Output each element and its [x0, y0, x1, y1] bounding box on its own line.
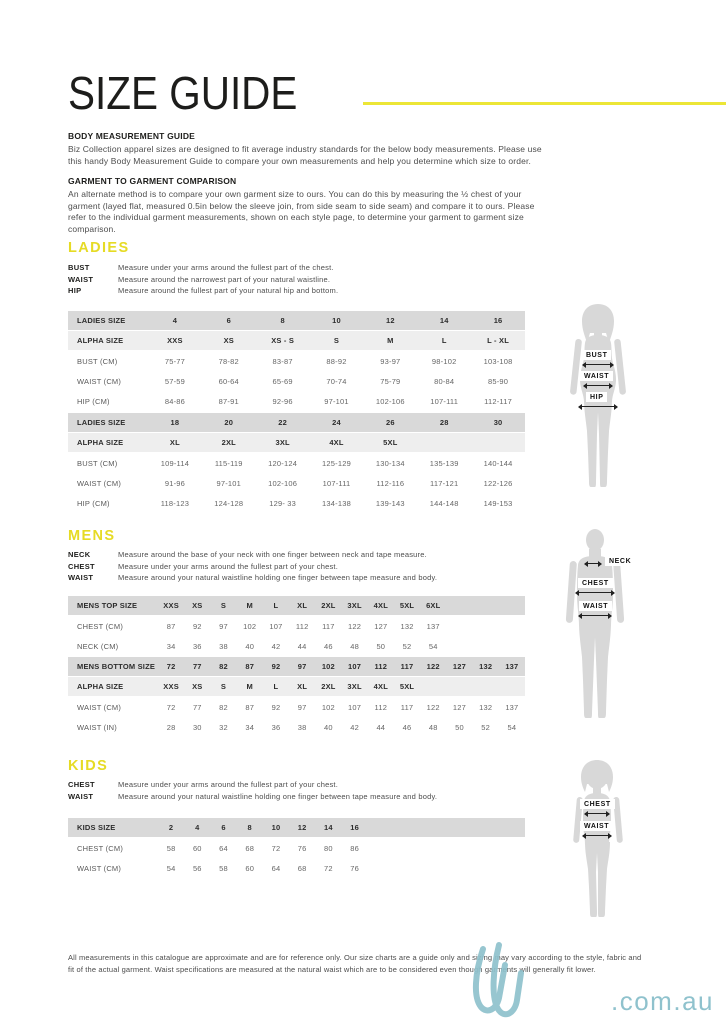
definition-description: Measure around your natural waistline holding one finger between tape measure and body. [118, 573, 438, 582]
value-cell: S [333, 336, 340, 345]
value-cell: 32 [219, 722, 228, 732]
value-cell: 64 [219, 843, 228, 853]
table-row [68, 818, 525, 838]
value-cell: 125-129 [322, 458, 351, 468]
value-cell: 5XL [383, 438, 398, 447]
value-cell: 4XL [373, 601, 388, 610]
value-cell: 44 [376, 722, 386, 732]
value-cell: 38 [219, 641, 228, 651]
value-cell: 46 [324, 641, 333, 651]
value-cell: 24 [332, 418, 341, 427]
chest-measure-label: CHEST [580, 799, 615, 809]
neck-measure-label: NECK [605, 556, 635, 566]
value-cell: 135-139 [429, 458, 459, 468]
definition-description: Measure under your arms around the fullest part of your chest. [118, 780, 339, 789]
table-row [68, 433, 525, 453]
value-cell: 127 [374, 621, 388, 631]
value-cell: 97 [297, 702, 307, 712]
value-cell: 82 [219, 662, 228, 671]
value-cell: 102-106 [375, 396, 405, 406]
value-cell: 52 [402, 641, 412, 651]
value-cell: S [220, 682, 227, 691]
hip-measure-label: HIP [586, 392, 607, 402]
accent-rule [363, 102, 726, 105]
value-cell: 122-126 [483, 478, 513, 488]
mens-top-size-table [68, 596, 525, 656]
value-cell: 93-97 [380, 356, 401, 366]
value-cell: 16 [493, 316, 503, 325]
row-label-cell: WAIST (IN) [77, 722, 117, 732]
value-cell: 87 [245, 702, 255, 712]
value-cell: 120-124 [268, 458, 298, 468]
value-cell: 28 [439, 418, 449, 427]
value-cell: 8 [280, 316, 285, 325]
definition-description: Measure around the narrowest part of your natural waistline. [118, 274, 331, 284]
brand-domain-text: .com.au [611, 986, 714, 1016]
kids-heading: KIDS [68, 758, 109, 774]
section-body: Biz Collection apparel sizes are designed to fit average industry standards for the below body measurements. Please use this handy Body Measurement Guide to compare your own measurements and help you determine which size to order. [68, 144, 542, 166]
ladies-size-table-1 [68, 311, 525, 411]
waist-arrow-icon [583, 835, 611, 836]
value-cell: 10 [332, 316, 341, 325]
waist-measure-label: WAIST [580, 371, 613, 381]
definition-description: Measure around your natural waistline holding one finger between tape measure and body. [118, 791, 438, 801]
value-cell: 54 [507, 722, 517, 732]
value-cell: 122 [426, 662, 440, 671]
value-cell: 112-116 [376, 478, 405, 488]
value-cell: XL [169, 438, 180, 447]
value-cell: 3XL [347, 601, 362, 610]
chest-measure-label: CHEST [578, 578, 613, 588]
value-cell: 83-87 [272, 356, 293, 366]
value-cell: 132 [479, 702, 493, 712]
value-cell: 52 [481, 722, 491, 732]
definition-term: BUST [68, 263, 90, 272]
value-cell: 129- 33 [269, 498, 297, 508]
value-cell: M [246, 601, 253, 610]
neck-arrow-icon [585, 563, 601, 564]
value-cell: 34 [166, 641, 176, 651]
value-cell: XXS [167, 336, 183, 345]
value-cell: 149-153 [483, 498, 513, 508]
value-cell: 77 [192, 702, 202, 712]
row-label-cell: LADIES SIZE [77, 316, 126, 325]
mens-definitions [68, 549, 548, 584]
value-cell: 75-79 [380, 376, 401, 386]
value-cell: 127 [452, 662, 467, 671]
value-cell: 117 [400, 702, 414, 712]
definition-term: WAIST [68, 274, 94, 284]
chest-arrow-icon [576, 592, 614, 593]
mens-heading: MENS [68, 528, 116, 544]
value-cell: 77 [192, 662, 202, 671]
value-cell: 5XL [399, 682, 415, 691]
male-silhouette-icon [558, 525, 634, 725]
value-cell: 40 [245, 641, 255, 651]
value-cell: XXS [163, 601, 179, 610]
value-cell: 92 [271, 662, 281, 671]
value-cell: 2 [168, 823, 174, 832]
value-cell: S [220, 601, 227, 610]
value-cell: 87 [245, 662, 255, 671]
value-cell: 132 [479, 662, 493, 671]
table-row [68, 331, 525, 351]
kids-size-table [68, 818, 525, 878]
waist-arrow-icon [579, 615, 611, 616]
definition-row [68, 779, 548, 791]
value-cell: 76 [297, 843, 307, 853]
value-cell: 107 [269, 621, 283, 631]
value-cell: 140-144 [483, 458, 513, 468]
table-row [68, 677, 525, 697]
table-row [68, 616, 525, 636]
table-row [68, 391, 525, 411]
value-cell: 80 [324, 843, 333, 853]
value-cell: 72 [166, 702, 176, 712]
value-cell: 6 [226, 316, 231, 325]
value-cell: 30 [192, 722, 202, 732]
ladies-figure [560, 302, 636, 497]
value-cell: 117 [322, 621, 335, 631]
value-cell: 107 [348, 702, 362, 712]
ladies-definitions [68, 262, 548, 297]
row-label-cell: NECK (CM) [77, 641, 119, 651]
value-cell: 65-69 [272, 376, 293, 386]
value-cell: 4XL [373, 682, 388, 691]
mens-figure [558, 525, 644, 730]
value-cell: 4 [172, 316, 178, 325]
value-cell: 50 [455, 722, 464, 732]
value-cell: 144-148 [429, 498, 459, 508]
row-label-cell: WAIST (CM) [77, 863, 122, 873]
value-cell: 18 [170, 418, 180, 427]
value-cell: 60 [245, 863, 255, 873]
value-cell: XL [297, 601, 308, 610]
value-cell: 98-102 [431, 356, 457, 366]
table-row [68, 371, 525, 391]
value-cell: 137 [505, 662, 519, 671]
value-cell: 112 [374, 662, 388, 671]
value-cell: 6XL [426, 601, 441, 610]
child-silhouette-icon [562, 757, 634, 923]
value-cell: XL [297, 682, 308, 691]
value-cell: 38 [297, 722, 307, 732]
value-cell: 117-121 [430, 478, 459, 488]
value-cell: 68 [297, 863, 307, 873]
value-cell: 107-111 [430, 396, 459, 406]
value-cell: 92 [271, 702, 281, 712]
value-cell: 50 [376, 641, 386, 651]
row-label-cell: WAIST (CM) [77, 376, 122, 386]
table-row [68, 493, 525, 513]
row-label-cell: HIP (CM) [77, 396, 110, 406]
value-cell: 54 [166, 863, 176, 873]
table-row [68, 717, 525, 737]
value-cell: 107 [348, 662, 362, 671]
value-cell: 36 [192, 641, 202, 651]
value-cell: 102 [321, 702, 335, 712]
value-cell: 40 [324, 722, 333, 732]
definition-row [68, 572, 548, 584]
table-row [68, 311, 525, 331]
value-cell: 48 [428, 722, 438, 732]
value-cell: 14 [324, 823, 333, 832]
definition-term: WAIST [68, 573, 94, 582]
value-cell: 26 [385, 418, 395, 427]
value-cell: 97-101 [216, 478, 242, 488]
value-cell: 58 [219, 863, 228, 873]
value-cell: 112 [374, 702, 388, 712]
value-cell: 60 [192, 843, 202, 853]
ladies-size-table-2 [68, 413, 525, 513]
value-cell: 46 [402, 722, 412, 732]
table-row [68, 596, 525, 616]
row-label-cell: WAIST (CM) [77, 702, 122, 712]
waist-measure-label: WAIST [580, 821, 613, 831]
value-cell: 76 [350, 863, 359, 873]
value-cell: 75-77 [164, 356, 186, 366]
value-cell: 137 [505, 702, 519, 712]
value-cell: 70-74 [326, 376, 347, 386]
row-label-cell: BUST (CM) [77, 458, 118, 468]
page-title: SIZE GUIDE [68, 67, 298, 119]
value-cell: 20 [224, 418, 234, 427]
definition-term: NECK [68, 550, 91, 559]
table-row [68, 657, 525, 677]
value-cell: 97 [219, 621, 228, 631]
table-row [68, 453, 525, 473]
chest-arrow-icon [585, 813, 609, 814]
value-cell: 132 [400, 621, 414, 631]
value-cell: 91-96 [164, 478, 186, 488]
bust-arrow-icon [583, 364, 613, 365]
table-row [68, 858, 525, 878]
value-cell: 42 [350, 722, 359, 732]
value-cell: 134-138 [322, 498, 351, 508]
definition-row [68, 274, 548, 286]
value-cell: 97-101 [324, 396, 349, 406]
value-cell: 2XL [221, 438, 236, 447]
value-cell: 87 [166, 621, 176, 631]
value-cell: 14 [439, 316, 449, 325]
value-cell: 102 [243, 621, 257, 631]
value-cell: 122 [348, 621, 362, 631]
value-cell: M [246, 682, 253, 691]
definition-row [68, 285, 548, 297]
waist-arrow-icon [584, 385, 612, 386]
table-row [68, 636, 525, 656]
value-cell: 72 [166, 662, 176, 671]
value-cell: 6 [221, 823, 226, 832]
value-cell: 22 [278, 418, 287, 427]
value-cell: 72 [271, 843, 281, 853]
definition-row [68, 791, 548, 803]
value-cell: XS [192, 682, 203, 691]
definition-row [68, 549, 548, 561]
value-cell: 107-111 [322, 478, 351, 488]
value-cell: 4 [195, 823, 200, 832]
row-label-cell: MENS TOP SIZE [77, 601, 138, 610]
bust-measure-label: BUST [582, 350, 611, 360]
value-cell: 3XL [347, 682, 362, 691]
garment-comparison-section [68, 176, 544, 235]
definition-description: Measure under your arms around the fullest part of the chest. [118, 263, 334, 272]
value-cell: 28 [166, 722, 176, 732]
definition-row [68, 262, 548, 274]
row-label-cell: HIP (CM) [77, 498, 110, 508]
row-label-cell: ALPHA SIZE [77, 682, 124, 691]
value-cell: XS [223, 336, 234, 345]
brand-u-icon [466, 941, 526, 1023]
value-cell: 84-86 [164, 396, 186, 406]
value-cell: 30 [493, 418, 503, 427]
value-cell: 10 [271, 823, 281, 832]
row-label-cell: MENS BOTTOM SIZE [77, 662, 156, 671]
ladies-heading: LADIES [68, 240, 130, 256]
value-cell: M [387, 336, 394, 345]
value-cell: 36 [271, 722, 281, 732]
value-cell: 72 [324, 863, 333, 873]
value-cell: 85-90 [487, 376, 509, 386]
definition-description: Measure under your arms around the fullest part of your chest. [118, 561, 339, 571]
value-cell: 64 [271, 863, 281, 873]
value-cell: 16 [350, 823, 359, 832]
value-cell: 109-114 [160, 458, 190, 468]
value-cell: 54 [428, 641, 438, 651]
section-body: An alternate method is to compare your own garment size to ours. You can do this by measuring the ½ chest of your garment (layed flat, measured 0.5in below the sleeve join, from side seam to side seam) and compare it to ours. Please refer to the individual garment measurements, shown on each style page, to determine your garment to garment size comparison. [68, 189, 535, 234]
footer-disclaimer: All measurements in this catalogue are approximate and are for reference only. Our size charts are a guide only and sizing may vary according to the style, fabric and fit of the actual garment. Waist specifications are measured at the natural waist which are to be considered even though garments will generally fit lower. [68, 953, 642, 974]
section-heading: GARMENT TO GARMENT COMPARISON [68, 176, 237, 186]
value-cell: 122 [426, 702, 440, 712]
value-cell: 92 [192, 621, 202, 631]
row-label-cell: ALPHA SIZE [77, 438, 124, 447]
row-label-cell: ALPHA SIZE [77, 336, 124, 345]
value-cell: 115-119 [214, 458, 243, 468]
value-cell: 5XL [399, 601, 415, 610]
row-label-cell: CHEST (CM) [77, 621, 124, 631]
value-cell: 102-106 [268, 478, 298, 488]
value-cell: 118-123 [160, 498, 190, 508]
value-cell: 60-64 [218, 376, 239, 386]
value-cell: 8 [247, 823, 252, 832]
value-cell: 127 [452, 702, 467, 712]
value-cell: 2XL [321, 601, 336, 610]
value-cell: 103-108 [483, 356, 513, 366]
value-cell: 44 [297, 641, 307, 651]
row-label-cell: BUST (CM) [77, 356, 118, 366]
value-cell: L [441, 336, 447, 345]
value-cell: 58 [166, 843, 176, 853]
value-cell: 102 [321, 662, 335, 671]
value-cell: XXS [163, 682, 179, 691]
value-cell: 4XL [329, 438, 344, 447]
value-cell: 34 [245, 722, 255, 732]
value-cell: 86 [350, 843, 359, 853]
table-row [68, 413, 525, 433]
value-cell: 57-59 [164, 376, 186, 386]
definition-term: CHEST [68, 561, 95, 571]
value-cell: L [273, 682, 279, 691]
value-cell: XS - S [271, 336, 295, 345]
value-cell: 68 [245, 843, 255, 853]
value-cell: 130-134 [375, 458, 405, 468]
section-heading: BODY MEASUREMENT GUIDE [68, 131, 196, 141]
value-cell: 88-92 [326, 356, 347, 366]
kids-definitions [68, 779, 548, 802]
hip-arrow-icon [579, 406, 617, 407]
value-cell: 12 [297, 823, 307, 832]
value-cell: 87-91 [218, 396, 239, 406]
value-cell: 56 [192, 863, 202, 873]
value-cell: 78-82 [218, 356, 239, 366]
value-cell: XS [192, 601, 203, 610]
value-cell: 48 [350, 641, 359, 651]
value-cell: 139-143 [375, 498, 405, 508]
value-cell: 112 [295, 621, 309, 631]
value-cell: 82 [219, 702, 228, 712]
table-row [68, 351, 525, 371]
waist-measure-label: WAIST [579, 601, 612, 611]
body-measurement-guide-section [68, 131, 544, 167]
value-cell: 42 [271, 641, 281, 651]
value-cell: 97 [297, 662, 307, 671]
definition-term: CHEST [68, 780, 95, 789]
value-cell: L [273, 601, 279, 610]
kids-figure [562, 757, 634, 925]
value-cell: L - XL [487, 336, 510, 345]
value-cell: 137 [426, 621, 440, 631]
value-cell: 92-96 [272, 396, 293, 406]
table-row [68, 838, 525, 858]
value-cell: 112-117 [484, 396, 512, 406]
value-cell: 117 [400, 662, 414, 671]
row-label-cell: WAIST (CM) [77, 478, 122, 488]
definition-row [68, 561, 548, 573]
value-cell: 80-84 [434, 376, 455, 386]
row-label-cell: CHEST (CM) [77, 843, 124, 853]
value-cell: 2XL [321, 682, 336, 691]
definition-description: Measure around the base of your neck with one finger between neck and tape measure. [118, 550, 427, 559]
value-cell: 3XL [275, 438, 290, 447]
value-cell: 12 [385, 316, 395, 325]
value-cell: 124-128 [214, 498, 244, 508]
definition-description: Measure around the fullest part of your natural hip and bottom. [118, 286, 339, 295]
table-row [68, 473, 525, 493]
definition-term: WAIST [68, 791, 94, 801]
row-label-cell: KIDS SIZE [77, 823, 116, 832]
definition-term: HIP [68, 286, 82, 295]
mens-bottom-size-table [68, 657, 525, 737]
row-label-cell: LADIES SIZE [77, 418, 126, 427]
table-row [68, 697, 525, 717]
